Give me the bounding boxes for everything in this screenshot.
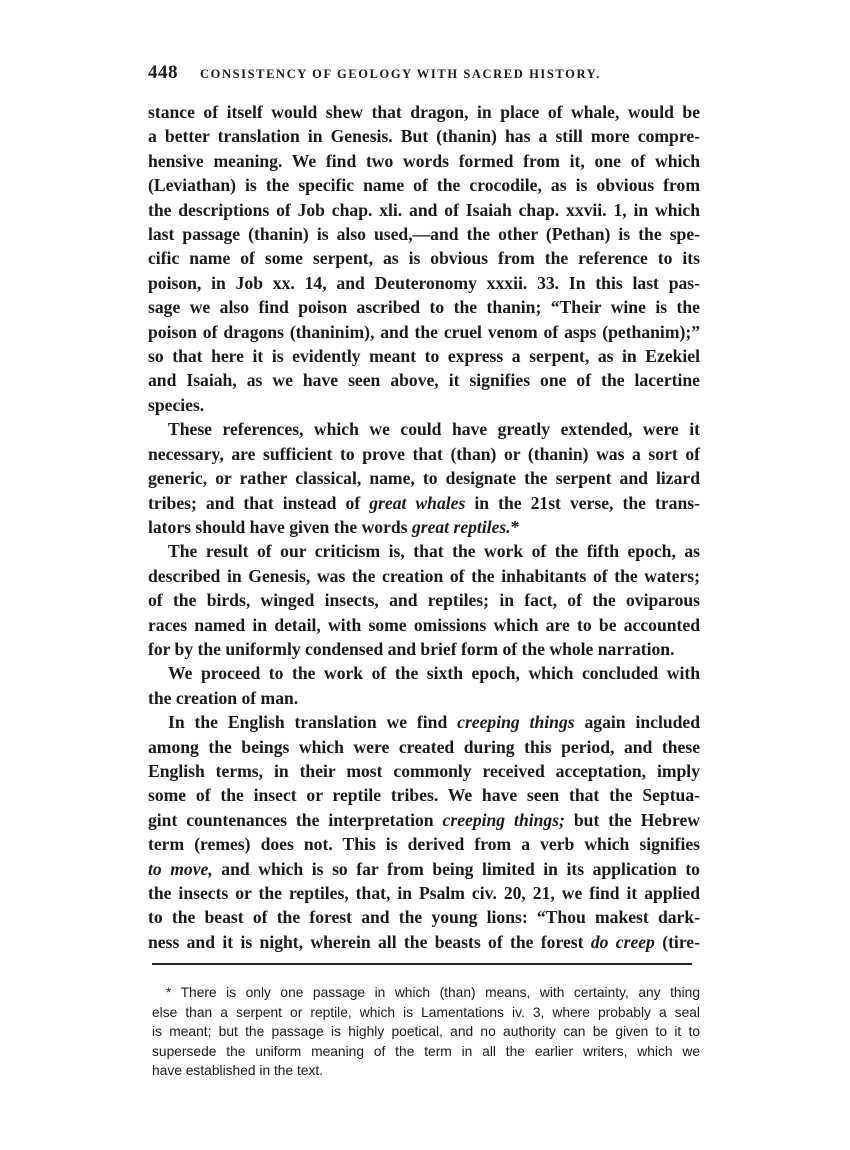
text-run: In the English translation we find: [168, 712, 458, 733]
text-line: [148, 515, 700, 539]
text-line: species.: [148, 394, 205, 415]
italic-phrase: to move,: [148, 858, 213, 879]
text-line: of the birds, winged insects, and reptiles; in fact, of the oviparous: [148, 590, 700, 611]
text-line: These references, which we could have greatly extended, were it: [168, 419, 700, 440]
footnote-line: is meant; but the passage is highly poetical, and no authority can be given to it to: [152, 1024, 700, 1040]
text-line: generic, or rather classical, name, to designate the serpent and lizard: [148, 468, 700, 489]
footnote-line: * There is only one passage in which (than) means, with certainty, any thing: [166, 985, 700, 1000]
text-run: lators should have given the words: [148, 516, 412, 537]
text-line: races named in detail, with some omissions which are to be accounted: [148, 614, 700, 635]
text-line: and Isaiah, as we have seen above, it signifies one of the lacertine: [148, 370, 700, 391]
text-line: the descriptions of Job chap. xli. and of Isaiah chap. xxvii. 1, in which: [148, 199, 700, 220]
text-run: and which is so far from being limited in its application to: [212, 858, 700, 879]
footnote-line: else than a serpent or reptile, which is Lamentations iv. 3, where probably a seal: [152, 1004, 700, 1020]
text-line: English terms, in their most commonly received acceptation, imply: [148, 760, 700, 781]
text-run: tribes; and that instead of: [148, 492, 370, 513]
text-line: [148, 930, 700, 954]
text-line: a better translation in Genesis. But (thanin) has a still more compre-: [148, 126, 700, 147]
text-line: the insects or the reptiles, that, in Psalm civ. 20, 21, we find it applied: [148, 883, 700, 903]
running-head: CONSISTENCY OF GEOLOGY WITH SACRED HISTORY.: [200, 67, 601, 81]
text-line: poison, in Job xx. 14, and Deuteronomy xxxii. 33. In this last pas-: [148, 272, 700, 293]
text-run: (tire-: [654, 931, 700, 952]
text-line: stance of itself would shew that dragon, in place of whale, would be: [148, 102, 700, 122]
text-line: poison of dragons (thaninim), and the cruel venom of asps (pethanim);”: [148, 321, 700, 342]
text-line: [148, 857, 700, 881]
paragraph-5: [148, 710, 700, 954]
italic-phrase: great reptiles.: [411, 516, 511, 537]
footnote-marker: *: [510, 516, 520, 537]
italic-phrase: creeping things: [457, 712, 575, 733]
text-run: gint countenances the interpretation: [148, 809, 443, 830]
text-run: ness and it is night, wherein all the beasts of the forest: [148, 931, 591, 952]
text-line: term (remes) does not. This is derived from a verb which signifies: [148, 834, 700, 855]
text-line: The result of our criticism is, that the work of the fifth epoch, as: [168, 541, 700, 562]
text-line: to the beast of the forest and the young lions: “Thou makest dark-: [148, 907, 700, 928]
text-line: (Leviathan) is the specific name of the crocodile, as is obvious from: [148, 175, 700, 196]
text-line: last passage (thanin) is also used,—and the other (Pethan) is the spe-: [148, 224, 700, 245]
text-run: again included: [574, 712, 700, 733]
text-line: necessary, are sufficient to prove that (than) or (thanin) was a sort of: [148, 443, 700, 464]
text-line: cific name of some serpent, as is obvious from the reference to its: [148, 248, 700, 269]
paragraph-3: [148, 539, 700, 661]
text-line: [148, 710, 700, 734]
paragraph-1: [148, 100, 700, 417]
footnote-line: supersede the uniform meaning of the term in all the earlier writers, which we: [152, 1043, 700, 1059]
footnote-line: have established in the text.: [152, 1063, 324, 1079]
paragraph-4: [148, 661, 700, 710]
text-line: We proceed to the work of the sixth epoch, which concluded with: [168, 663, 700, 684]
page-header: [148, 62, 700, 84]
footnote-divider: [152, 963, 692, 965]
text-line: for by the uniformly condensed and brief form of the whole narration.: [148, 638, 675, 659]
text-line: sage we also find poison ascribed to the thanin; “Their wine is the: [148, 297, 700, 318]
text-line: so that here it is evidently meant to express a serpent, as in Ezekiel: [148, 346, 700, 367]
text-line: hensive meaning. We find two words formed from it, one of which: [148, 150, 700, 171]
text-line: described in Genesis, was the creation of the inhabitants of the waters;: [148, 565, 700, 586]
text-line: [148, 491, 700, 515]
text-line: among the beings which were created during this period, and these: [148, 736, 700, 757]
footnote: [152, 983, 700, 1081]
text-run: in the 21st verse, the trans-: [465, 492, 700, 513]
page-number: 448: [148, 62, 178, 83]
italic-phrase: do creep: [590, 931, 655, 952]
paragraph-2: [148, 417, 700, 539]
text-line: some of the insect or reptile tribes. We have seen that the Septua-: [148, 785, 700, 806]
text-line: [148, 808, 700, 832]
body-text: [148, 100, 700, 954]
text-line: the creation of man.: [148, 687, 299, 708]
text-run: but the Hebrew: [564, 809, 700, 830]
italic-phrase: great whales: [369, 492, 466, 513]
italic-phrase: creeping things;: [442, 809, 565, 830]
